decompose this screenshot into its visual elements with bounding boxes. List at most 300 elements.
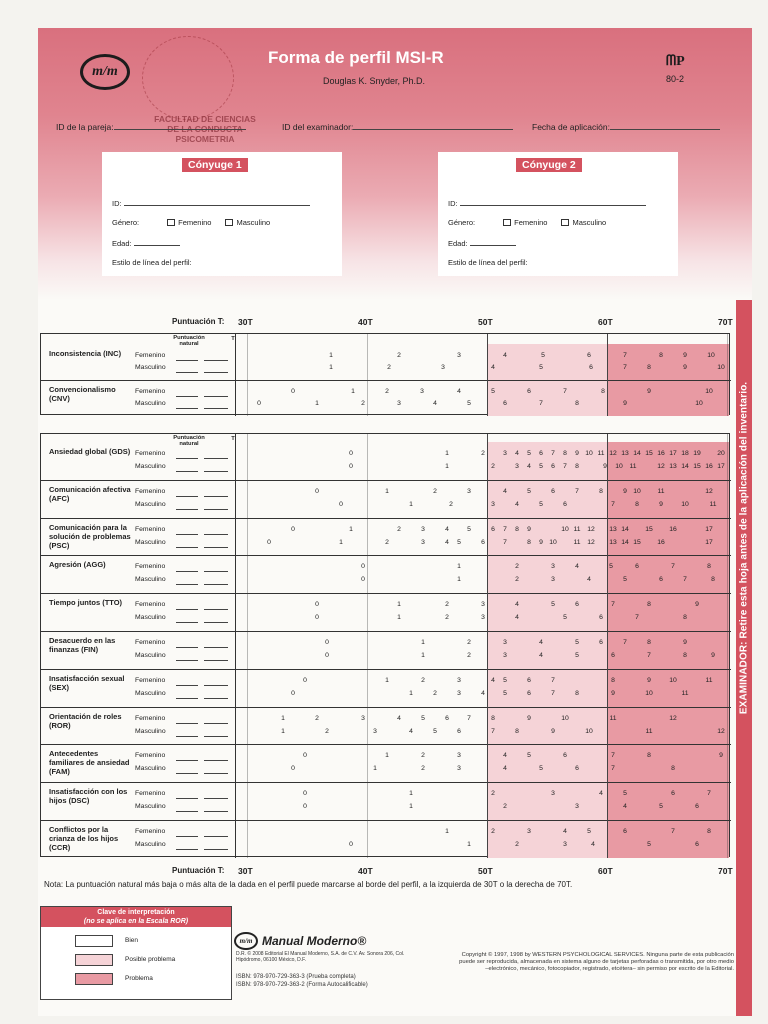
score-mark[interactable]: 3 xyxy=(527,828,531,836)
score-mark[interactable]: 5 xyxy=(551,601,555,609)
raw-score-blank[interactable] xyxy=(176,547,198,548)
score-mark[interactable]: 9 xyxy=(623,399,627,407)
score-mark[interactable]: 5 xyxy=(623,790,627,798)
score-mark[interactable]: 7 xyxy=(683,576,687,584)
score-mark[interactable]: 5 xyxy=(503,689,507,697)
score-mark[interactable]: 11 xyxy=(705,676,713,684)
score-mark[interactable]: 4 xyxy=(575,563,579,571)
score-mark[interactable]: 1 xyxy=(421,639,425,647)
score-mark[interactable]: 4 xyxy=(409,727,413,735)
score-mark[interactable]: 8 xyxy=(575,462,579,470)
score-mark[interactable]: 3 xyxy=(551,576,555,584)
score-mark[interactable]: 5 xyxy=(503,676,507,684)
score-mark[interactable]: 2 xyxy=(445,601,449,609)
score-mark[interactable]: 1 xyxy=(385,676,389,684)
score-mark[interactable]: 8 xyxy=(707,828,711,836)
score-mark[interactable]: 8 xyxy=(527,538,531,546)
raw-score-blank[interactable] xyxy=(176,798,198,799)
score-mark[interactable]: 2 xyxy=(491,828,495,836)
raw-score-blank[interactable] xyxy=(176,571,198,572)
score-mark[interactable]: 1 xyxy=(339,538,343,546)
score-mark[interactable]: 0 xyxy=(361,576,365,584)
score-mark[interactable]: 1 xyxy=(373,765,377,773)
score-mark[interactable]: 2 xyxy=(361,399,365,407)
score-mark[interactable]: 7 xyxy=(611,500,615,508)
score-mark[interactable]: 6 xyxy=(587,351,591,359)
score-mark[interactable]: 8 xyxy=(647,363,651,371)
score-mark[interactable]: 6 xyxy=(527,676,531,684)
score-mark[interactable]: 0 xyxy=(349,450,353,458)
t-score-blank[interactable] xyxy=(204,685,228,686)
score-mark[interactable]: 5 xyxy=(575,651,579,659)
raw-score-blank[interactable] xyxy=(176,736,198,737)
score-mark[interactable]: 11 xyxy=(609,714,617,722)
raw-score-blank[interactable] xyxy=(176,372,198,373)
raw-score-blank[interactable] xyxy=(176,471,198,472)
score-mark[interactable]: 6 xyxy=(623,828,627,836)
score-mark[interactable]: 15 xyxy=(645,450,653,458)
t-score-blank[interactable] xyxy=(204,660,228,661)
score-mark[interactable]: 12 xyxy=(705,487,713,495)
score-mark[interactable]: 0 xyxy=(291,525,295,533)
score-mark[interactable]: 3 xyxy=(397,399,401,407)
score-mark[interactable]: 5 xyxy=(421,714,425,722)
score-mark[interactable]: 7 xyxy=(671,828,675,836)
examiner-id-field[interactable]: ID del examinador: xyxy=(282,122,513,132)
score-mark[interactable]: 1 xyxy=(409,500,413,508)
score-mark[interactable]: 1 xyxy=(409,790,413,798)
score-mark[interactable]: 2 xyxy=(481,450,485,458)
score-mark[interactable]: 10 xyxy=(695,399,703,407)
raw-score-blank[interactable] xyxy=(176,836,198,837)
score-mark[interactable]: 16 xyxy=(669,525,677,533)
score-mark[interactable]: 3 xyxy=(491,500,495,508)
score-mark[interactable]: 5 xyxy=(609,563,613,571)
score-mark[interactable]: 4 xyxy=(445,538,449,546)
score-mark[interactable]: 1 xyxy=(467,840,471,848)
score-mark[interactable]: 8 xyxy=(515,727,519,735)
score-mark[interactable]: 12 xyxy=(587,525,595,533)
score-mark[interactable]: 7 xyxy=(623,639,627,647)
score-mark[interactable]: 8 xyxy=(647,752,651,760)
score-mark[interactable]: 3 xyxy=(457,351,461,359)
score-mark[interactable]: 2 xyxy=(421,752,425,760)
score-mark[interactable]: 7 xyxy=(611,752,615,760)
score-mark[interactable]: 8 xyxy=(575,399,579,407)
score-mark[interactable]: 2 xyxy=(491,462,495,470)
score-mark[interactable]: 0 xyxy=(315,614,319,622)
score-mark[interactable]: 1 xyxy=(409,689,413,697)
score-mark[interactable]: 3 xyxy=(457,752,461,760)
t-score-blank[interactable] xyxy=(204,698,228,699)
score-mark[interactable]: 14 xyxy=(633,450,641,458)
score-mark[interactable]: 7 xyxy=(623,351,627,359)
score-mark[interactable]: 7 xyxy=(563,462,567,470)
score-mark[interactable]: 0 xyxy=(361,563,365,571)
score-mark[interactable]: 4 xyxy=(587,576,591,584)
score-mark[interactable]: 10 xyxy=(585,450,593,458)
score-mark[interactable]: 1 xyxy=(409,803,413,811)
t-score-blank[interactable] xyxy=(204,811,228,812)
score-mark[interactable]: 4 xyxy=(481,689,485,697)
score-mark[interactable]: 7 xyxy=(563,387,567,395)
score-mark[interactable]: 1 xyxy=(397,614,401,622)
score-mark[interactable]: 4 xyxy=(539,651,543,659)
t-score-blank[interactable] xyxy=(204,471,228,472)
score-mark[interactable]: 4 xyxy=(515,450,519,458)
score-mark[interactable]: 9 xyxy=(527,714,531,722)
score-mark[interactable]: 8 xyxy=(575,689,579,697)
score-mark[interactable]: 9 xyxy=(551,727,555,735)
score-mark[interactable]: 9 xyxy=(719,752,723,760)
score-mark[interactable]: 9 xyxy=(711,651,715,659)
raw-score-blank[interactable] xyxy=(176,360,198,361)
score-mark[interactable]: 3 xyxy=(575,803,579,811)
score-mark[interactable]: 9 xyxy=(539,538,543,546)
score-mark[interactable]: 4 xyxy=(433,399,437,407)
score-mark[interactable]: 2 xyxy=(397,351,401,359)
score-mark[interactable]: 12 xyxy=(717,727,725,735)
t-score-blank[interactable] xyxy=(204,534,228,535)
score-mark[interactable]: 3 xyxy=(467,487,471,495)
score-mark[interactable]: 0 xyxy=(315,601,319,609)
score-mark[interactable]: 18 xyxy=(681,450,689,458)
score-mark[interactable]: 2 xyxy=(491,790,495,798)
score-mark[interactable]: 8 xyxy=(707,563,711,571)
score-mark[interactable]: 9 xyxy=(623,487,627,495)
score-mark[interactable]: 5 xyxy=(457,538,461,546)
score-mark[interactable]: 4 xyxy=(591,840,595,848)
score-mark[interactable]: 6 xyxy=(539,450,543,458)
score-mark[interactable]: 3 xyxy=(481,614,485,622)
score-mark[interactable]: 10 xyxy=(681,500,689,508)
score-mark[interactable]: 6 xyxy=(551,487,555,495)
score-mark[interactable]: 1 xyxy=(385,752,389,760)
score-mark[interactable]: 5 xyxy=(541,351,545,359)
score-mark[interactable]: 2 xyxy=(515,563,519,571)
score-mark[interactable]: 4 xyxy=(527,462,531,470)
score-mark[interactable]: 8 xyxy=(683,614,687,622)
score-mark[interactable]: 7 xyxy=(503,525,507,533)
t-score-blank[interactable] xyxy=(204,458,228,459)
score-mark[interactable]: 1 xyxy=(445,450,449,458)
score-mark[interactable]: 10 xyxy=(645,689,653,697)
score-mark[interactable]: 2 xyxy=(421,676,425,684)
score-mark[interactable]: 9 xyxy=(683,351,687,359)
score-mark[interactable]: 8 xyxy=(491,714,495,722)
t-score-blank[interactable] xyxy=(204,509,228,510)
raw-score-blank[interactable] xyxy=(176,509,198,510)
score-mark[interactable]: 16 xyxy=(657,450,665,458)
score-mark[interactable]: 4 xyxy=(491,363,495,371)
score-mark[interactable]: 5 xyxy=(539,500,543,508)
score-mark[interactable]: 9 xyxy=(683,363,687,371)
score-mark[interactable]: 3 xyxy=(551,563,555,571)
raw-score-blank[interactable] xyxy=(176,584,198,585)
score-mark[interactable]: 0 xyxy=(291,387,295,395)
score-mark[interactable]: 15 xyxy=(633,538,641,546)
t-score-blank[interactable] xyxy=(204,647,228,648)
score-mark[interactable]: 20 xyxy=(717,450,725,458)
score-mark[interactable]: 6 xyxy=(659,576,663,584)
score-mark[interactable]: 3 xyxy=(421,538,425,546)
score-mark[interactable]: 12 xyxy=(669,714,677,722)
score-mark[interactable]: 6 xyxy=(457,727,461,735)
score-mark[interactable]: 2 xyxy=(385,387,389,395)
score-mark[interactable]: 6 xyxy=(563,752,567,760)
raw-score-blank[interactable] xyxy=(176,408,198,409)
score-mark[interactable]: 7 xyxy=(647,651,651,659)
score-mark[interactable]: 9 xyxy=(527,525,531,533)
t-score-blank[interactable] xyxy=(204,849,228,850)
score-mark[interactable]: 1 xyxy=(349,525,353,533)
score-mark[interactable]: 6 xyxy=(551,462,555,470)
raw-score-blank[interactable] xyxy=(176,534,198,535)
score-mark[interactable]: 11 xyxy=(681,689,689,697)
score-mark[interactable]: 16 xyxy=(657,538,665,546)
score-mark[interactable]: 1 xyxy=(421,651,425,659)
raw-score-blank[interactable] xyxy=(176,496,198,497)
score-mark[interactable]: 0 xyxy=(339,500,343,508)
t-score-blank[interactable] xyxy=(204,408,228,409)
score-mark[interactable]: 16 xyxy=(705,462,713,470)
score-mark[interactable]: 3 xyxy=(503,450,507,458)
score-mark[interactable]: 19 xyxy=(693,450,701,458)
score-mark[interactable]: 4 xyxy=(563,828,567,836)
score-mark[interactable]: 6 xyxy=(503,399,507,407)
t-score-blank[interactable] xyxy=(204,496,228,497)
spouse-1-female-checkbox[interactable] xyxy=(167,219,175,226)
score-mark[interactable]: 1 xyxy=(315,399,319,407)
score-mark[interactable]: 5 xyxy=(527,487,531,495)
score-mark[interactable]: 8 xyxy=(711,576,715,584)
score-mark[interactable]: 8 xyxy=(611,676,615,684)
spouse-1-age[interactable]: Edad: xyxy=(112,238,180,248)
score-mark[interactable]: 6 xyxy=(575,765,579,773)
score-mark[interactable]: 10 xyxy=(585,727,593,735)
score-mark[interactable]: 11 xyxy=(645,727,653,735)
score-mark[interactable]: 4 xyxy=(503,351,507,359)
score-mark[interactable]: 13 xyxy=(621,450,629,458)
score-mark[interactable]: 6 xyxy=(527,689,531,697)
score-mark[interactable]: 6 xyxy=(527,387,531,395)
t-score-blank[interactable] xyxy=(204,760,228,761)
score-mark[interactable]: 5 xyxy=(575,639,579,647)
raw-score-blank[interactable] xyxy=(176,685,198,686)
score-mark[interactable]: 2 xyxy=(467,639,471,647)
score-mark[interactable]: 1 xyxy=(281,714,285,722)
t-score-blank[interactable] xyxy=(204,723,228,724)
score-mark[interactable]: 3 xyxy=(361,714,365,722)
score-mark[interactable]: 2 xyxy=(325,727,329,735)
score-mark[interactable]: 3 xyxy=(481,601,485,609)
score-mark[interactable]: 12 xyxy=(609,450,617,458)
score-mark[interactable]: 0 xyxy=(267,538,271,546)
score-mark[interactable]: 13 xyxy=(609,538,617,546)
t-score-blank[interactable] xyxy=(204,773,228,774)
raw-score-blank[interactable] xyxy=(176,622,198,623)
spouse-2-age[interactable]: Edad: xyxy=(448,238,516,248)
score-mark[interactable]: 7 xyxy=(503,538,507,546)
score-mark[interactable]: 11 xyxy=(573,525,581,533)
score-mark[interactable]: 0 xyxy=(303,803,307,811)
score-mark[interactable]: 5 xyxy=(527,450,531,458)
score-mark[interactable]: 10 xyxy=(549,538,557,546)
score-mark[interactable]: 6 xyxy=(695,803,699,811)
score-mark[interactable]: 4 xyxy=(599,790,603,798)
score-mark[interactable]: 3 xyxy=(503,651,507,659)
score-mark[interactable]: 1 xyxy=(457,576,461,584)
score-mark[interactable]: 0 xyxy=(315,487,319,495)
score-mark[interactable]: 12 xyxy=(587,538,595,546)
t-score-blank[interactable] xyxy=(204,798,228,799)
t-score-blank[interactable] xyxy=(204,622,228,623)
score-mark[interactable]: 10 xyxy=(717,363,725,371)
score-mark[interactable]: 0 xyxy=(325,639,329,647)
score-mark[interactable]: 9 xyxy=(575,450,579,458)
raw-score-blank[interactable] xyxy=(176,698,198,699)
score-mark[interactable]: 1 xyxy=(329,351,333,359)
score-mark[interactable]: 1 xyxy=(397,601,401,609)
score-mark[interactable]: 3 xyxy=(373,727,377,735)
score-mark[interactable]: 4 xyxy=(515,614,519,622)
score-mark[interactable]: 15 xyxy=(693,462,701,470)
score-mark[interactable]: 0 xyxy=(303,752,307,760)
score-mark[interactable]: 5 xyxy=(563,614,567,622)
score-mark[interactable]: 2 xyxy=(433,689,437,697)
score-mark[interactable]: 3 xyxy=(551,790,555,798)
score-mark[interactable]: 3 xyxy=(515,462,519,470)
raw-score-blank[interactable] xyxy=(176,660,198,661)
score-mark[interactable]: 10 xyxy=(705,387,713,395)
spouse-2-male-checkbox[interactable] xyxy=(561,219,569,226)
raw-score-blank[interactable] xyxy=(176,396,198,397)
score-mark[interactable]: 1 xyxy=(329,363,333,371)
score-mark[interactable]: 10 xyxy=(707,351,715,359)
score-mark[interactable]: 7 xyxy=(551,689,555,697)
score-mark[interactable]: 2 xyxy=(433,487,437,495)
score-mark[interactable]: 7 xyxy=(611,601,615,609)
score-mark[interactable]: 17 xyxy=(717,462,725,470)
score-mark[interactable]: 6 xyxy=(589,363,593,371)
score-mark[interactable]: 4 xyxy=(491,676,495,684)
score-mark[interactable]: 10 xyxy=(669,676,677,684)
score-mark[interactable]: 14 xyxy=(681,462,689,470)
score-mark[interactable]: 1 xyxy=(445,828,449,836)
t-score-blank[interactable] xyxy=(204,836,228,837)
score-mark[interactable]: 3 xyxy=(503,639,507,647)
pair-id-field[interactable]: ID de la pareja: xyxy=(56,122,246,132)
score-mark[interactable]: 9 xyxy=(659,500,663,508)
score-mark[interactable]: 7 xyxy=(623,363,627,371)
score-mark[interactable]: 7 xyxy=(707,790,711,798)
score-mark[interactable]: 9 xyxy=(695,601,699,609)
t-score-blank[interactable] xyxy=(204,360,228,361)
score-mark[interactable]: 6 xyxy=(611,651,615,659)
spouse-2-female-checkbox[interactable] xyxy=(503,219,511,226)
score-mark[interactable]: 6 xyxy=(445,714,449,722)
score-mark[interactable]: 3 xyxy=(441,363,445,371)
score-mark[interactable]: 0 xyxy=(303,790,307,798)
raw-score-blank[interactable] xyxy=(176,647,198,648)
score-mark[interactable]: 7 xyxy=(539,399,543,407)
t-score-blank[interactable] xyxy=(204,609,228,610)
score-mark[interactable]: 11 xyxy=(573,538,581,546)
score-mark[interactable]: 6 xyxy=(671,790,675,798)
score-mark[interactable]: 5 xyxy=(491,387,495,395)
score-mark[interactable]: 3 xyxy=(457,689,461,697)
score-mark[interactable]: 8 xyxy=(647,639,651,647)
raw-score-blank[interactable] xyxy=(176,849,198,850)
score-mark[interactable]: 5 xyxy=(587,828,591,836)
score-mark[interactable]: 4 xyxy=(457,387,461,395)
score-mark[interactable]: 0 xyxy=(349,840,353,848)
score-mark[interactable]: 6 xyxy=(563,500,567,508)
score-mark[interactable]: 3 xyxy=(563,840,567,848)
t-score-blank[interactable] xyxy=(204,396,228,397)
score-mark[interactable]: 0 xyxy=(325,651,329,659)
score-mark[interactable]: 10 xyxy=(615,462,623,470)
score-mark[interactable]: 4 xyxy=(397,714,401,722)
score-mark[interactable]: 17 xyxy=(705,525,713,533)
score-mark[interactable]: 9 xyxy=(611,689,615,697)
score-mark[interactable]: 9 xyxy=(603,462,607,470)
score-mark[interactable]: 7 xyxy=(467,714,471,722)
score-mark[interactable]: 8 xyxy=(635,500,639,508)
raw-score-blank[interactable] xyxy=(176,811,198,812)
score-mark[interactable]: 3 xyxy=(420,387,424,395)
score-mark[interactable]: 2 xyxy=(385,538,389,546)
score-mark[interactable]: 5 xyxy=(467,525,471,533)
score-mark[interactable]: 7 xyxy=(635,614,639,622)
score-mark[interactable]: 8 xyxy=(659,351,663,359)
score-mark[interactable]: 7 xyxy=(551,450,555,458)
score-mark[interactable]: 2 xyxy=(515,576,519,584)
score-mark[interactable]: 8 xyxy=(563,450,567,458)
score-mark[interactable]: 0 xyxy=(303,676,307,684)
score-mark[interactable]: 7 xyxy=(491,727,495,735)
score-mark[interactable]: 8 xyxy=(599,487,603,495)
score-mark[interactable]: 11 xyxy=(657,487,665,495)
score-mark[interactable]: 1 xyxy=(457,563,461,571)
score-mark[interactable]: 8 xyxy=(683,651,687,659)
score-mark[interactable]: 2 xyxy=(315,714,319,722)
score-mark[interactable]: 4 xyxy=(515,500,519,508)
score-mark[interactable]: 15 xyxy=(645,525,653,533)
score-mark[interactable]: 5 xyxy=(539,765,543,773)
t-score-blank[interactable] xyxy=(204,571,228,572)
spouse-1-id[interactable]: ID: xyxy=(112,198,310,208)
score-mark[interactable]: 14 xyxy=(621,538,629,546)
score-mark[interactable]: 2 xyxy=(421,765,425,773)
t-score-blank[interactable] xyxy=(204,584,228,585)
score-mark[interactable]: 4 xyxy=(503,752,507,760)
spouse-1-male-checkbox[interactable] xyxy=(225,219,233,226)
score-mark[interactable]: 5 xyxy=(527,752,531,760)
raw-score-blank[interactable] xyxy=(176,723,198,724)
score-mark[interactable]: 0 xyxy=(291,689,295,697)
score-mark[interactable]: 9 xyxy=(647,387,651,395)
score-mark[interactable]: 17 xyxy=(669,450,677,458)
score-mark[interactable]: 5 xyxy=(623,576,627,584)
score-mark[interactable]: 17 xyxy=(705,538,713,546)
score-mark[interactable]: 11 xyxy=(597,450,605,458)
score-mark[interactable]: 6 xyxy=(481,538,485,546)
score-mark[interactable]: 10 xyxy=(561,525,569,533)
score-mark[interactable]: 8 xyxy=(647,601,651,609)
score-mark[interactable]: 5 xyxy=(539,363,543,371)
score-mark[interactable]: 8 xyxy=(515,525,519,533)
